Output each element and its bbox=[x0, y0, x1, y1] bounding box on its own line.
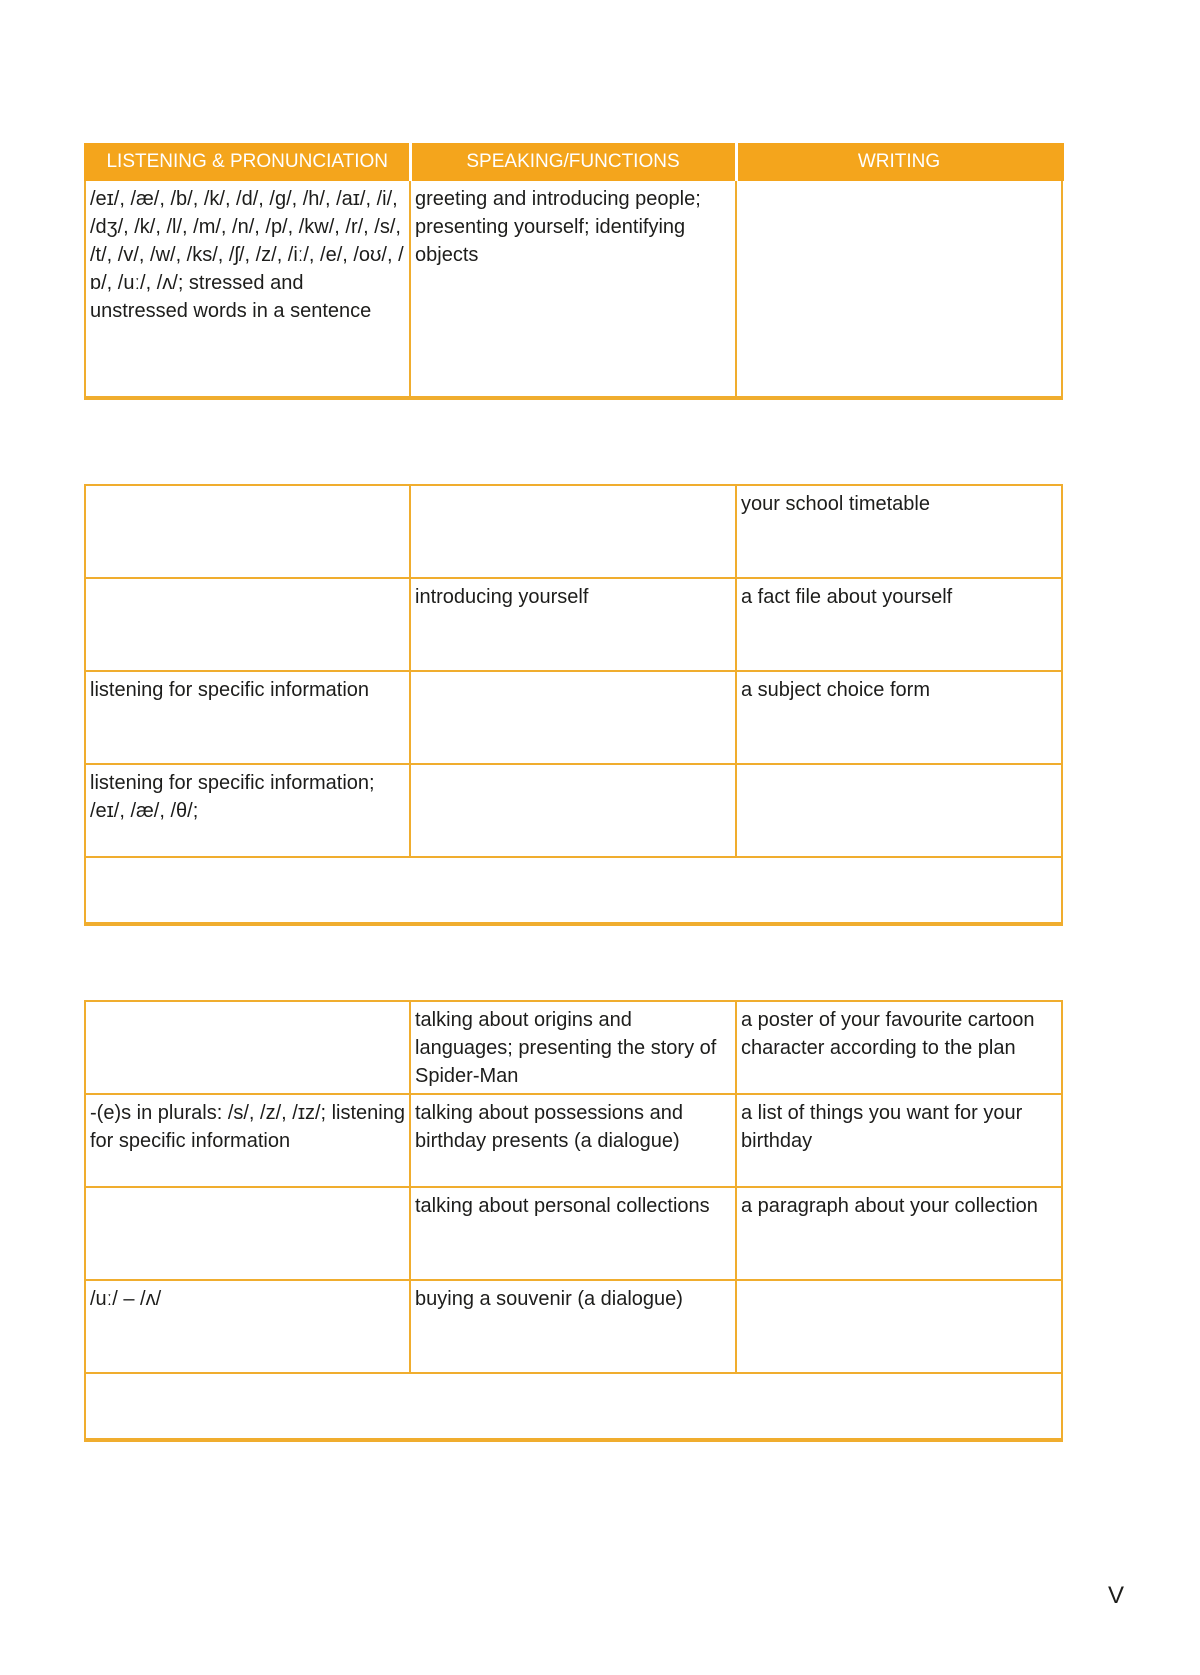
table-span-row bbox=[85, 1373, 1062, 1440]
cell-full-width bbox=[85, 857, 1062, 924]
cell-full-width bbox=[85, 1373, 1062, 1440]
cell-speaking: buying a souvenir (a dialogue) bbox=[410, 1280, 736, 1373]
syllabus-table-2 bbox=[84, 484, 1063, 926]
cell-listening: /eɪ/, /æ/, /b/, /k/, /d/, /g/, /h/, /aɪ/, /i/, /dʒ/, /k/, /l/, /m/, /n/, /p/, /kw/, /r/, /s/, /t/, /v/, /w/, /ks/, /ʃ/, /z/, /iː/, /e/, /oʊ/, /ɒ/, /uː/, /ʌ/; stressed and unstressed words in a sentence bbox=[85, 180, 410, 398]
cell-speaking: talking about possessions and birthday presents (a dialogue) bbox=[410, 1094, 736, 1187]
table-header-row bbox=[85, 144, 1062, 180]
header-speaking-functions: SPEAKING/FUNCTIONS bbox=[410, 144, 736, 180]
cell-writing: a list of things you want for your birthday bbox=[736, 1094, 1062, 1187]
table-span-row bbox=[85, 857, 1062, 924]
cell-speaking: greeting and introducing people; presenting yourself; identifying objects bbox=[410, 180, 736, 398]
cell-speaking: introducing yourself bbox=[410, 578, 736, 671]
cell-listening: listening for specific information; /eɪ/, /æ/, /θ/; bbox=[85, 764, 410, 857]
table-row bbox=[85, 1280, 1062, 1373]
cell-listening bbox=[85, 1187, 410, 1280]
cell-writing bbox=[736, 180, 1062, 398]
table-row bbox=[85, 485, 1062, 578]
table-row bbox=[85, 1187, 1062, 1280]
table-row bbox=[85, 1094, 1062, 1187]
table-row bbox=[85, 671, 1062, 764]
cell-writing: a subject choice form bbox=[736, 671, 1062, 764]
header-listening-pronunciation: LISTENING & PRONUNCIATION bbox=[85, 144, 410, 180]
cell-speaking: talking about origins and languages; presenting the story of Spider-Man bbox=[410, 1001, 736, 1094]
table-row bbox=[85, 1001, 1062, 1094]
cell-listening bbox=[85, 485, 410, 578]
table-row bbox=[85, 764, 1062, 857]
cell-speaking bbox=[410, 485, 736, 578]
cell-writing: a paragraph about your collection bbox=[736, 1187, 1062, 1280]
table-row bbox=[85, 180, 1062, 398]
cell-writing: a fact file about yourself bbox=[736, 578, 1062, 671]
cell-writing: a poster of your favourite cartoon character according to the plan bbox=[736, 1001, 1062, 1094]
cell-listening bbox=[85, 1001, 410, 1094]
cell-listening: /uː/ – /ʌ/ bbox=[85, 1280, 410, 1373]
cell-speaking bbox=[410, 671, 736, 764]
cell-listening bbox=[85, 578, 410, 671]
syllabus-table-1 bbox=[84, 143, 1064, 400]
cell-listening: listening for specific information bbox=[85, 671, 410, 764]
table-row bbox=[85, 578, 1062, 671]
cell-writing bbox=[736, 1280, 1062, 1373]
cell-speaking bbox=[410, 764, 736, 857]
syllabus-table-3 bbox=[84, 1000, 1063, 1442]
cell-speaking: talking about personal collections bbox=[410, 1187, 736, 1280]
cell-listening: -(e)s in plurals: /s/, /z/, /ɪz/; listening for specific information bbox=[85, 1094, 410, 1187]
page-number: V bbox=[1108, 1582, 1125, 1609]
cell-writing bbox=[736, 764, 1062, 857]
cell-writing: your school timetable bbox=[736, 485, 1062, 578]
header-writing: WRITING bbox=[736, 144, 1062, 180]
